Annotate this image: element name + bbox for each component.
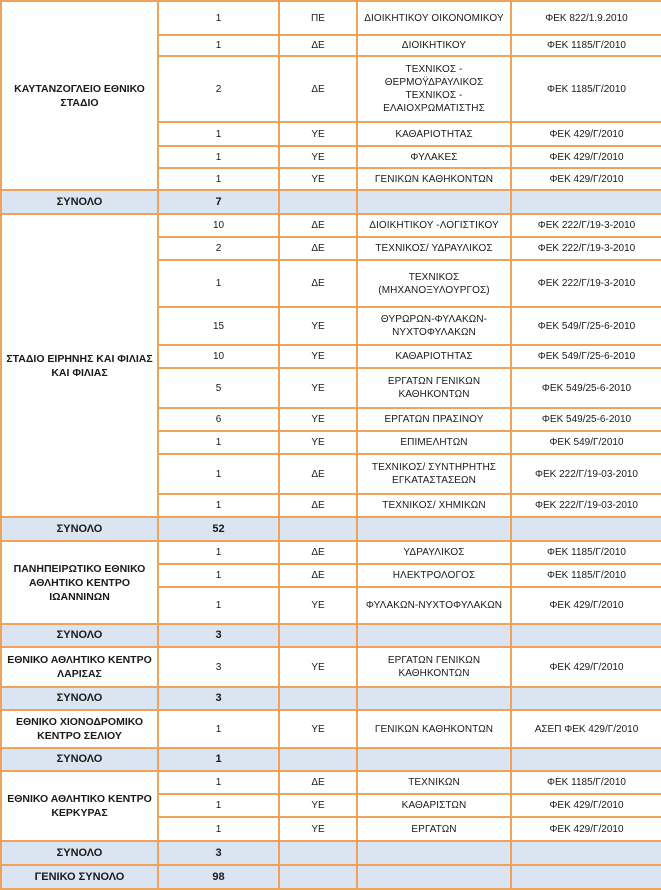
summary-value: 52	[158, 517, 279, 541]
staff-category: ΔΕ	[279, 564, 357, 587]
position-specialty: ΤΕΧΝΙΚΟΣ/ ΣΥΝΤΗΡΗΤΗΣ ΕΓΚΑΤΑΣΤΑΣΕΩΝ	[357, 454, 511, 494]
empty-cell	[357, 624, 511, 647]
position-count: 1	[158, 564, 279, 587]
summary-row	[1, 624, 661, 647]
empty-cell	[279, 624, 357, 647]
gazette-reference: ΦΕΚ 222/Γ/19-3-2010	[511, 260, 661, 307]
gazette-reference: ΦΕΚ 429/Γ/2010	[511, 587, 661, 624]
empty-cell	[279, 841, 357, 865]
staff-category: ΥΕ	[279, 817, 357, 841]
position-specialty: ΕΡΓΑΤΩΝ ΓΕΝΙΚΩΝ ΚΑΘΗΚΟΝΤΩΝ	[357, 368, 511, 408]
gazette-reference: ΦΕΚ 222/Γ/19-3-2010	[511, 214, 661, 237]
staff-category: ΥΕ	[279, 431, 357, 454]
staff-category: ΥΕ	[279, 710, 357, 748]
table-row	[1, 710, 661, 748]
staff-category: ΥΕ	[279, 587, 357, 624]
gazette-reference: ΦΕΚ 429/Γ/2010	[511, 168, 661, 190]
position-specialty: ΤΕΧΝΙΚΟΣ/ ΧΗΜΙΚΩΝ	[357, 494, 511, 517]
entity-name: ΠΑΝΗΠΕΙΡΩΤΙΚΟ ΕΘΝΙΚΟ ΑΘΛΗΤΙΚΟ ΚΕΝΤΡΟ ΙΩΑΝΝΙΝΩΝ	[1, 541, 158, 624]
gazette-reference: ΦΕΚ 549/25-6-2010	[511, 368, 661, 408]
gazette-reference: ΦΕΚ 1185/Γ/2010	[511, 35, 661, 56]
position-count: 10	[158, 214, 279, 237]
summary-label: ΣΥΝΟΛΟ	[1, 687, 158, 710]
empty-cell	[279, 517, 357, 541]
empty-cell	[279, 748, 357, 771]
position-specialty: ΤΕΧΝΙΚΟΣ/ ΥΔΡΑΥΛΙΚΟΣ	[357, 237, 511, 260]
staff-category: ΥΕ	[279, 647, 357, 687]
table-row	[1, 214, 661, 237]
position-specialty: ΓΕΝΙΚΩΝ ΚΑΘΗΚΟΝΤΩΝ	[357, 710, 511, 748]
grand-total-value: 98	[158, 865, 279, 889]
position-count: 10	[158, 345, 279, 368]
table-body	[1, 1, 661, 889]
summary-value: 7	[158, 190, 279, 214]
empty-cell	[511, 624, 661, 647]
gazette-reference: ΦΕΚ 429/Γ/2010	[511, 146, 661, 168]
empty-cell	[511, 865, 661, 889]
position-count: 1	[158, 817, 279, 841]
empty-cell	[357, 190, 511, 214]
position-specialty: ΕΡΓΑΤΩΝ	[357, 817, 511, 841]
empty-cell	[357, 865, 511, 889]
position-count: 1	[158, 168, 279, 190]
gazette-reference: ΦΕΚ 429/Γ/2010	[511, 647, 661, 687]
position-specialty: ΓΕΝΙΚΩΝ ΚΑΘΗΚΟΝΤΩΝ	[357, 168, 511, 190]
position-specialty: ΤΕΧΝΙΚΩΝ	[357, 771, 511, 794]
entity-name: ΕΘΝΙΚΟ ΑΘΛΗΤΙΚΟ ΚΕΝΤΡΟ ΚΕΡΚΥΡΑΣ	[1, 771, 158, 841]
summary-row	[1, 517, 661, 541]
position-count: 1	[158, 146, 279, 168]
position-specialty: ΚΑΘΑΡΙΣΤΩΝ	[357, 794, 511, 817]
staff-category: ΔΕ	[279, 771, 357, 794]
empty-cell	[357, 748, 511, 771]
position-count: 1	[158, 794, 279, 817]
summary-row	[1, 841, 661, 865]
position-specialty: ΤΕΧΝΙΚΟΣ - ΘΕΡΜΟΫΔΡΑΥΛΙΚΟΣ ΤΕΧΝΙΚΟΣ - ΕΛΑΙΟΧΡΩΜΑΤΙΣΤΗΣ	[357, 56, 511, 122]
staff-category: ΥΕ	[279, 368, 357, 408]
position-count: 6	[158, 408, 279, 431]
staff-category: ΥΕ	[279, 307, 357, 345]
gazette-reference: ΦΕΚ 1185/Γ/2010	[511, 541, 661, 564]
staff-category: ΠΕ	[279, 1, 357, 35]
summary-label: ΣΥΝΟΛΟ	[1, 517, 158, 541]
gazette-reference: ΦΕΚ 429/Γ/2010	[511, 817, 661, 841]
staff-category: ΥΕ	[279, 345, 357, 368]
empty-cell	[279, 687, 357, 710]
staff-category: ΔΕ	[279, 56, 357, 122]
gazette-reference: ΦΕΚ 429/Γ/2010	[511, 122, 661, 146]
entity-name: ΕΘΝΙΚΟ ΑΘΛΗΤΙΚΟ ΚΕΝΤΡΟ ΛΑΡΙΣΑΣ	[1, 647, 158, 687]
staff-category: ΔΕ	[279, 494, 357, 517]
empty-cell	[357, 687, 511, 710]
entity-name: ΣΤΑΔΙΟ ΕΙΡΗΝΗΣ ΚΑΙ ΦΙΛΙΑΣ ΚΑΙ ΦΙΛΙΑΣ	[1, 214, 158, 517]
empty-cell	[511, 748, 661, 771]
position-count: 1	[158, 122, 279, 146]
position-specialty: ΕΠΙΜΕΛΗΤΩΝ	[357, 431, 511, 454]
position-specialty: ΦΥΛΑΚΩΝ-ΝΥΧΤΟΦΥΛΑΚΩΝ	[357, 587, 511, 624]
position-count: 15	[158, 307, 279, 345]
position-specialty: ΕΡΓΑΤΩΝ ΠΡΑΣΙΝΟΥ	[357, 408, 511, 431]
gazette-reference: ΑΣΕΠ ΦΕΚ 429/Γ/2010	[511, 710, 661, 748]
summary-row	[1, 748, 661, 771]
empty-cell	[357, 841, 511, 865]
gazette-reference: ΦΕΚ 549/Γ/2010	[511, 431, 661, 454]
staff-category: ΔΕ	[279, 35, 357, 56]
staff-category: ΔΕ	[279, 541, 357, 564]
position-specialty: ΚΑΘΑΡΙΟΤΗΤΑΣ	[357, 122, 511, 146]
position-count: 1	[158, 431, 279, 454]
staff-category: ΥΕ	[279, 794, 357, 817]
empty-cell	[279, 865, 357, 889]
summary-label: ΣΥΝΟΛΟ	[1, 841, 158, 865]
position-count: 1	[158, 35, 279, 56]
position-count: 1	[158, 454, 279, 494]
position-specialty: ΚΑΘΑΡΙΟΤΗΤΑΣ	[357, 345, 511, 368]
gazette-reference: ΦΕΚ 549/Γ/25-6-2010	[511, 307, 661, 345]
staff-category: ΥΕ	[279, 146, 357, 168]
gazette-reference: ΦΕΚ 222/Γ/19-03-2010	[511, 494, 661, 517]
position-count: 5	[158, 368, 279, 408]
summary-value: 3	[158, 624, 279, 647]
position-specialty: ΤΕΧΝΙΚΟΣ (ΜΗΧΑΝΟΞΥΛΟΥΡΓΟΣ)	[357, 260, 511, 307]
grand-total-label: ΓΕΝΙΚΟ ΣΥΝΟΛΟ	[1, 865, 158, 889]
position-count: 3	[158, 647, 279, 687]
gazette-reference: ΦΕΚ 1185/Γ/2010	[511, 56, 661, 122]
position-count: 1	[158, 587, 279, 624]
position-count: 1	[158, 710, 279, 748]
position-specialty: ΕΡΓΑΤΩΝ ΓΕΝΙΚΩΝ ΚΑΘΗΚΟΝΤΩΝ	[357, 647, 511, 687]
staff-category: ΔΕ	[279, 260, 357, 307]
summary-value: 3	[158, 687, 279, 710]
position-count: 1	[158, 771, 279, 794]
position-specialty: ΥΔΡΑΥΛΙΚΟΣ	[357, 541, 511, 564]
position-specialty: ΦΥΛΑΚΕΣ	[357, 146, 511, 168]
summary-label: ΣΥΝΟΛΟ	[1, 748, 158, 771]
grand-total-row	[1, 865, 661, 889]
staff-category: ΥΕ	[279, 122, 357, 146]
gazette-reference: ΦΕΚ 429/Γ/2010	[511, 794, 661, 817]
position-count: 2	[158, 56, 279, 122]
summary-row	[1, 190, 661, 214]
position-specialty: ΘΥΡΩΡΩΝ-ΦΥΛΑΚΩΝ-ΝΥΧΤΟΦΥΛΑΚΩΝ	[357, 307, 511, 345]
gazette-reference: ΦΕΚ 1185/Γ/2010	[511, 564, 661, 587]
staff-category: ΔΕ	[279, 214, 357, 237]
gazette-reference: ΦΕΚ 822/1.9.2010	[511, 1, 661, 35]
entity-name: ΕΘΝΙΚΟ ΧΙΟΝΟΔΡΟΜΙΚΟ ΚΕΝΤΡΟ ΣΕΛΙΟΥ	[1, 710, 158, 748]
position-specialty: ΔΙΟΙΚΗΤΙΚΟΥ ΟΙΚΟΝΟΜΙΚΟΥ	[357, 1, 511, 35]
gazette-reference: ΦΕΚ 222/Γ/19-3-2010	[511, 237, 661, 260]
empty-cell	[511, 517, 661, 541]
empty-cell	[511, 841, 661, 865]
table-row	[1, 541, 661, 564]
staff-category: ΔΕ	[279, 454, 357, 494]
table-row	[1, 771, 661, 794]
staff-category: ΥΕ	[279, 408, 357, 431]
position-count: 2	[158, 237, 279, 260]
table-row	[1, 1, 661, 35]
position-specialty: ΗΛΕΚΤΡΟΛΟΓΟΣ	[357, 564, 511, 587]
summary-value: 1	[158, 748, 279, 771]
position-count: 1	[158, 494, 279, 517]
empty-cell	[511, 190, 661, 214]
entity-name: ΚΑΥΤΑΝΖΟΓΛΕΙΟ ΕΘΝΙΚΟ ΣΤΑΔΙΟ	[1, 1, 158, 190]
position-specialty: ΔΙΟΙΚΗΤΙΚΟΥ -ΛΟΓΙΣΤΙΚΟΥ	[357, 214, 511, 237]
gazette-reference: ΦΕΚ 549/Γ/25-6-2010	[511, 345, 661, 368]
gazette-reference: ΦΕΚ 1185/Γ/2010	[511, 771, 661, 794]
staff-category: ΥΕ	[279, 168, 357, 190]
staff-category: ΔΕ	[279, 237, 357, 260]
summary-label: ΣΥΝΟΛΟ	[1, 190, 158, 214]
gazette-reference: ΦΕΚ 549/25-6-2010	[511, 408, 661, 431]
position-count: 1	[158, 260, 279, 307]
table-row	[1, 647, 661, 687]
position-count: 1	[158, 541, 279, 564]
summary-value: 3	[158, 841, 279, 865]
empty-cell	[357, 517, 511, 541]
summary-label: ΣΥΝΟΛΟ	[1, 624, 158, 647]
summary-row	[1, 687, 661, 710]
position-specialty: ΔΙΟΙΚΗΤΙΚΟΥ	[357, 35, 511, 56]
gazette-reference: ΦΕΚ 222/Γ/19-03-2010	[511, 454, 661, 494]
empty-cell	[511, 687, 661, 710]
empty-cell	[279, 190, 357, 214]
position-count: 1	[158, 1, 279, 35]
